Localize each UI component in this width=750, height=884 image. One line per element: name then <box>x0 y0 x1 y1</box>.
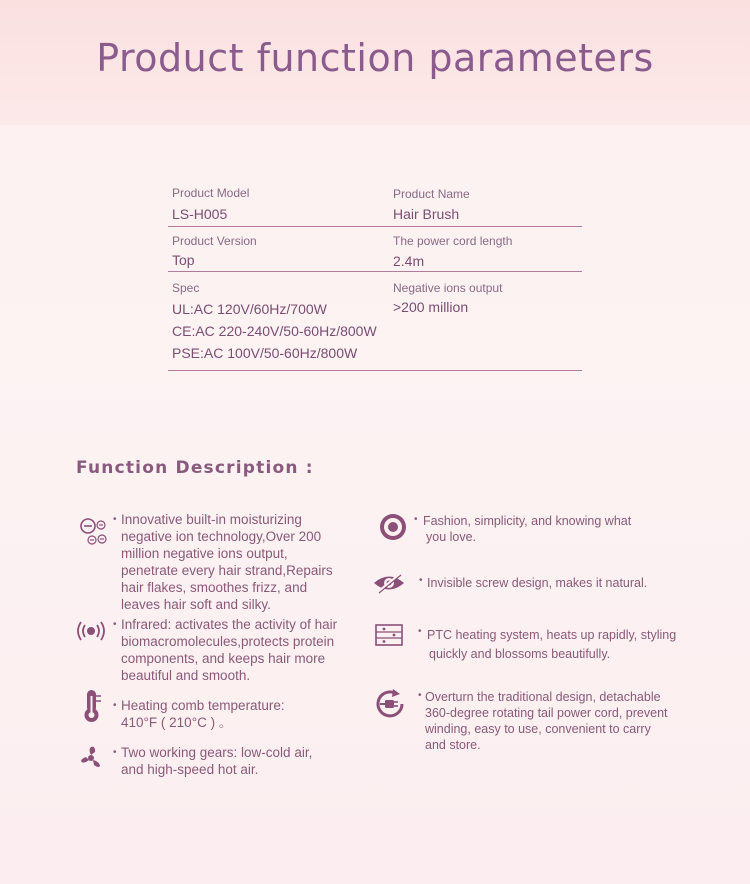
function-heading: Function Description : <box>76 458 314 478</box>
version-value: Top <box>172 252 195 268</box>
bullet: • <box>113 619 117 630</box>
feature-line: components, and keeps hair more <box>121 651 326 666</box>
cord-label: The power cord length <box>393 234 513 248</box>
hidden-screw-icon <box>372 572 406 599</box>
cord-value: 2.4m <box>393 253 425 269</box>
bullet: • <box>414 514 418 525</box>
bullet: • <box>113 747 117 758</box>
feature-line: hair flakes, smoothes frizz, and <box>121 580 308 595</box>
feature-power-cord <box>425 689 668 753</box>
feature-line: 410°F ( 210°C ) 。 <box>121 715 233 730</box>
feature-negative-ions <box>121 511 333 613</box>
feature-line: million negative ions output, <box>121 546 288 561</box>
spec-row-3 <box>168 272 582 371</box>
feature-line: Invisible screw design, makes it natural. <box>427 576 648 590</box>
spec-table <box>168 180 582 371</box>
feature-line: penetrate every hair strand,Repairs <box>121 563 333 578</box>
feature-infrared <box>121 616 337 684</box>
spec-row-1 <box>168 180 582 227</box>
feature-line: Fashion, simplicity, and knowing what <box>423 514 632 528</box>
bullet: • <box>418 690 422 701</box>
name-label: Product Name <box>393 187 470 201</box>
spec-line-pse: PSE:AC 100V/50-60Hz/800W <box>172 345 358 361</box>
model-label: Product Model <box>172 186 250 200</box>
feature-line: and high-speed hot air. <box>121 762 259 777</box>
bullet: • <box>419 575 423 586</box>
feature-line: Innovative built-in moisturizing <box>121 512 302 527</box>
feature-ptc <box>427 626 676 664</box>
negative-ions-icon <box>79 517 109 552</box>
bullet: • <box>418 626 422 637</box>
bullet: • <box>113 700 117 711</box>
infrared-icon <box>76 620 106 647</box>
spec-line-ce: CE:AC 220-240V/50-60Hz/800W <box>172 323 377 339</box>
feature-line: 360-degree rotating tail power cord, prevent <box>425 706 668 720</box>
ions-value: >200 million <box>393 299 469 315</box>
target-icon <box>378 512 408 547</box>
spec-label: Spec <box>172 281 200 295</box>
page-title: Product function parameters <box>96 36 654 80</box>
feature-line: Two working gears: low-cold air, <box>121 745 313 760</box>
feature-line: PTC heating system, heats up rapidly, styling <box>427 628 677 642</box>
feature-line: winding, easy to use, convenient to carry <box>425 722 651 736</box>
feature-gears <box>121 744 312 778</box>
ptc-heating-icon <box>374 624 404 651</box>
feature-fashion <box>423 513 631 545</box>
feature-line: Overturn the traditional design, detachable <box>425 690 661 704</box>
feature-line: biomacromolecules,protects protein <box>121 634 335 649</box>
feature-line: leaves hair soft and silky. <box>121 597 271 612</box>
version-label: Product Version <box>172 234 257 248</box>
feature-invisible-screw <box>427 575 647 591</box>
fan-icon <box>76 744 106 777</box>
name-value: Hair Brush <box>393 206 460 222</box>
thermometer-icon <box>82 688 102 729</box>
spec-line-ul: UL:AC 120V/60Hz/700W <box>172 301 327 317</box>
bullet: • <box>113 514 117 525</box>
feature-line: Infrared: activates the activity of hair <box>121 617 338 632</box>
feature-line: beautiful and smooth. <box>121 668 251 683</box>
feature-line: and store. <box>425 738 481 752</box>
feature-line: quickly and blossoms beautifully. <box>429 647 611 661</box>
feature-line: you love. <box>426 530 477 544</box>
feature-line: Heating comb temperature: <box>121 698 285 713</box>
ions-label: Negative ions output <box>393 281 503 295</box>
feature-line: negative ion technology,Over 200 <box>121 529 322 544</box>
model-value: LS-H005 <box>172 206 228 222</box>
rotating-cord-icon <box>375 689 407 724</box>
spec-row-2 <box>168 227 582 272</box>
feature-temperature <box>121 697 285 731</box>
